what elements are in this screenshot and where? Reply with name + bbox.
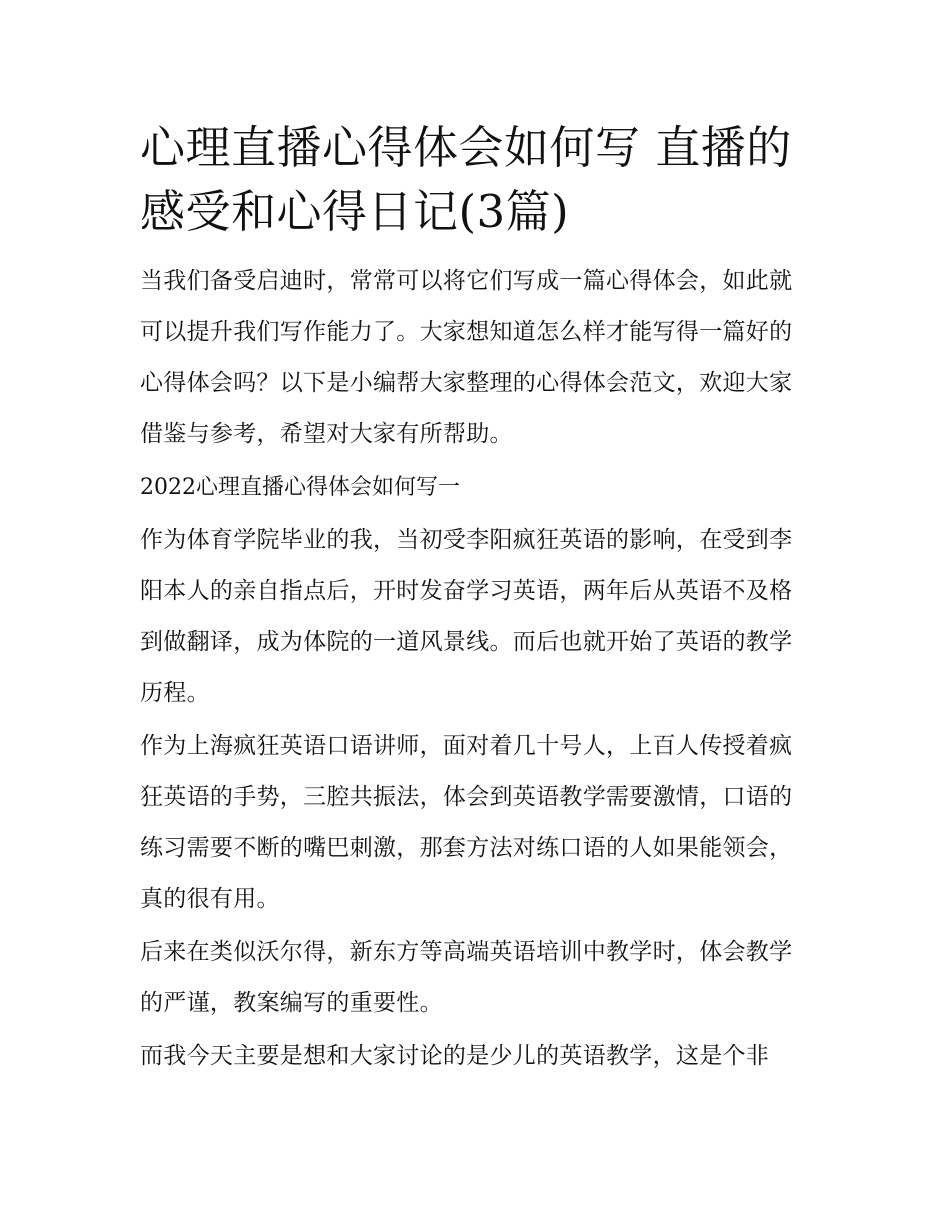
body-paragraph-2: 作为上海疯狂英语口语讲师，面对着几十号人，上百人传授着疯狂英语的手势，三腔共振法，体会到英语教学需要激情，口语的练习需要不断的嘴巴刺激，那套方法对练口语的人如果能领会，真的很有用。 [140, 733, 793, 912]
document-body [140, 116, 814, 1084]
intro-paragraph: 当我们备受启迪时，常常可以将它们写成一篇心得体会，如此就可以提升我们写作能力了。大家想知道怎么样才能写得一篇好的心得体会吗？以下是小编帮大家整理的心得体会范文，欢迎大家借鉴与参考，希望对大家有所帮助。 [140, 268, 793, 447]
section-heading: 2022心理直播心得体会如何写一 [140, 475, 460, 500]
document-title: 心理直播心得体会如何写 直播的感受和心得日记(3篇) [140, 121, 792, 238]
body-paragraph-3: 后来在类似沃尔得，新东方等高端英语培训中教学时，体会教学的严谨，教案编写的重要性。 [140, 939, 793, 1016]
body-paragraph-1: 作为体育学院毕业的我，当初受李阳疯狂英语的影响，在受到李阳本人的亲自指点后，开时发奋学习英语，两年后从英语不及格到做翻译，成为体院的一道风景线。而后也就开始了英语的教学历程。 [140, 527, 793, 706]
body-paragraph-4: 而我今天主要是想和大家讨论的是少儿的英语教学，这是个非 [140, 1043, 770, 1069]
